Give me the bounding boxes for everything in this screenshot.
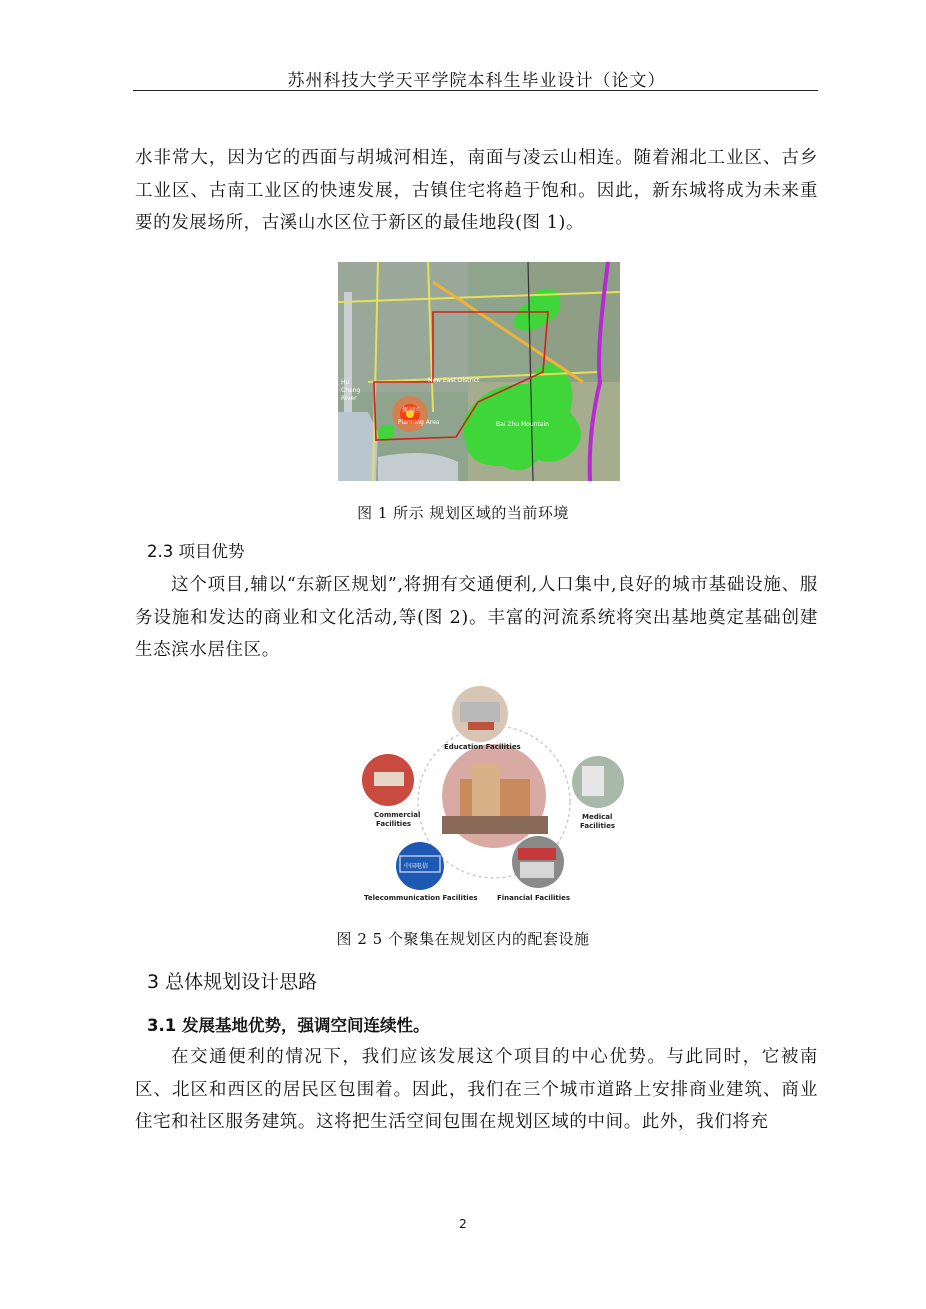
medical-facilities-label-1: Medical xyxy=(582,813,613,821)
planning-area-cn-label: 规划区 xyxy=(402,407,421,414)
planning-area-label: Planning Area xyxy=(398,419,440,426)
commercial-facilities-label-2: Facilities xyxy=(376,820,412,828)
section-3-1-heading: 3.1 发展基地优势，强调空间连续性。 xyxy=(147,1016,430,1035)
new-east-district-label: New East District xyxy=(428,377,480,384)
telecom-facilities-label: Telecommunication Facilities xyxy=(364,894,478,902)
figure-1-map xyxy=(338,262,620,481)
section-2-3-heading: 2.3 项目优势 xyxy=(147,542,245,561)
header-rule xyxy=(133,90,818,91)
telecom-sign: 中国电信 xyxy=(404,863,429,870)
page-number: 2 xyxy=(459,1217,467,1231)
hu-cheng-river-label-2: Cheng xyxy=(341,387,361,394)
page-header: 苏州科技大学天平学院本科生毕业设计（论文） xyxy=(287,71,666,91)
paragraph-1: 水非常大，因为它的西面与胡城河相连，南面与凌云山相连。随着湘北工业区、古乡工业区、古南工业区的快速发展，古镇住宅将趋于饱和。因此，新东城将成为未来重要的发展场所，古溪山水区位于新区的最佳地段(图 1)。 xyxy=(135,148,818,233)
figure-2-caption: 图 2 5 个聚集在规划区内的配套设施 xyxy=(336,930,590,948)
education-facilities-label: Education Facilities xyxy=(444,743,521,751)
figure-2-facilities xyxy=(360,684,628,906)
medical-facilities-label-2: Facilities xyxy=(580,822,616,830)
bai-zhu-mountain-label: Bai Zhu Mountain xyxy=(496,421,549,428)
hu-cheng-river-label-3: River xyxy=(341,395,357,402)
paragraph-2: 这个项目,辅以“东新区规划”,将拥有交通便利,人口集中,良好的城市基础设施、服务设施和发达的商业和文化活动,等(图 2)。丰富的河流系统将突出基地奠定基础创建生态滨水居住区。 xyxy=(135,575,818,660)
financial-facilities-label: Financial Facilities xyxy=(497,894,571,902)
figure-1-caption: 图 1 所示 规划区域的当前环境 xyxy=(357,504,569,522)
hu-cheng-river-label-1: Hu xyxy=(341,379,350,386)
commercial-facilities-label-1: Commercial xyxy=(374,811,421,819)
paragraph-3: 在交通便利的情况下，我们应该发展这个项目的中心优势。与此同时，它被南区、北区和西区的居民区包围着。因此，我们在三个城市道路上安排商业建筑、商业住宅和社区服务建筑。这将把生活空间包围在规划区域的中间。此外，我们将充 xyxy=(135,1047,818,1132)
section-3-heading: 3 总体规划设计思路 xyxy=(147,971,318,993)
